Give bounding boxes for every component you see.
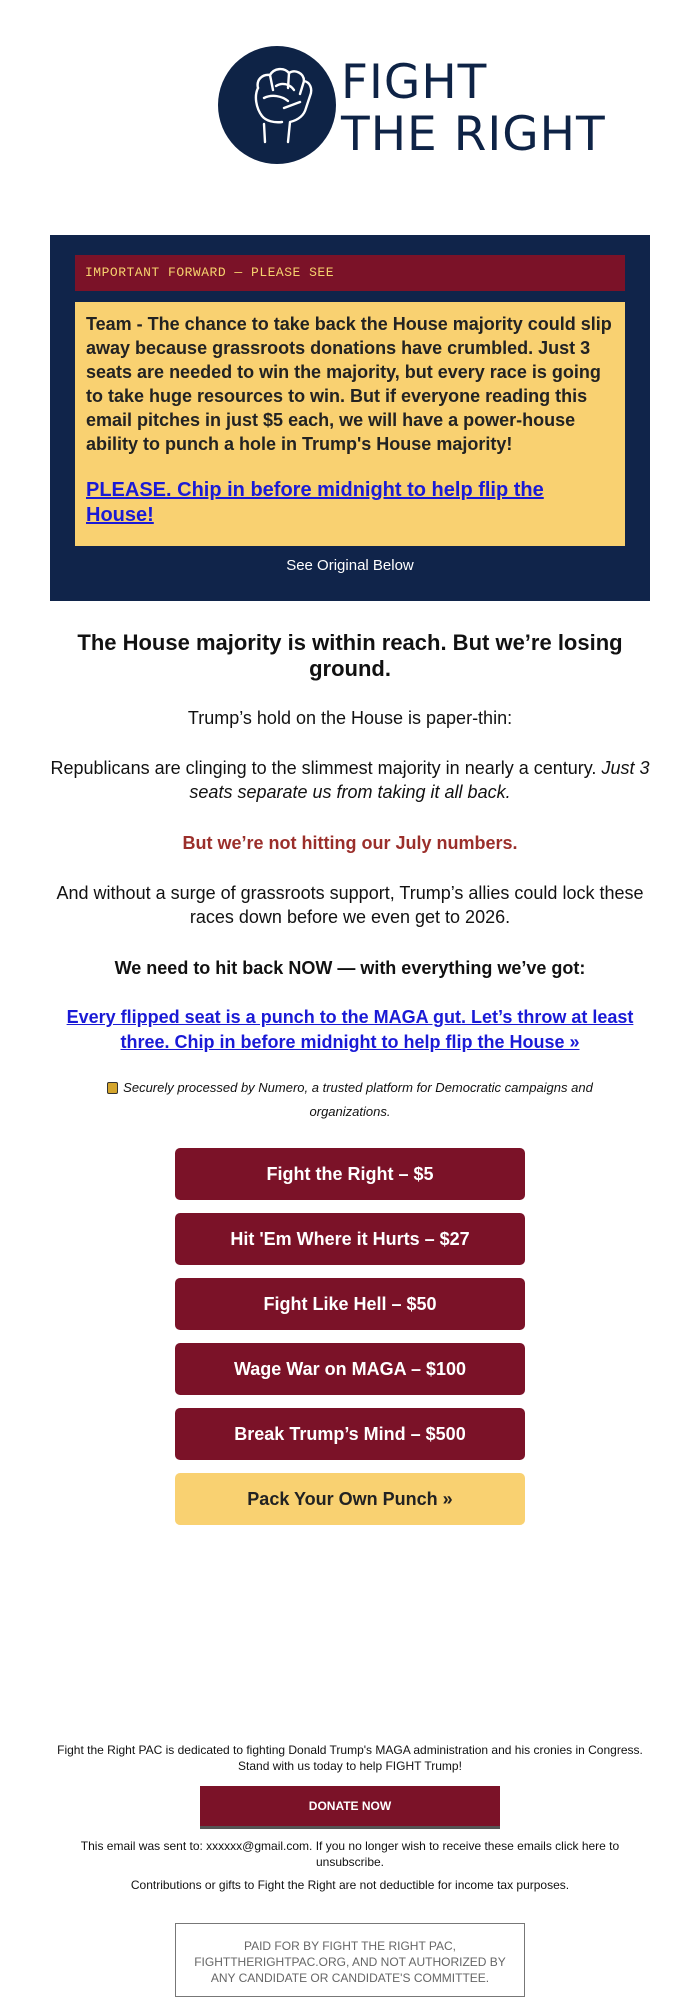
footer-unsubscribe-notice[interactable]: This email was sent to: xxxxxx@gmail.com. If you no longer wish to receive these emails click here to unsubscribe. (80, 1839, 620, 1869)
secure-note (80, 1076, 620, 1124)
paragraph-5: We need to hit back NOW — with everything we’ve got: (114, 958, 586, 978)
lock-icon (107, 1082, 118, 1094)
cta-donate-link[interactable]: Every flipped seat is a punch to the MAGA gut. Let’s throw at least three. Chip in before midnight to help flip the House » (66, 1007, 634, 1052)
see-original-label: See Original Below (286, 557, 414, 574)
forward-message: Team - The chance to take back the House majority could slip away because grassroots donations have crumbled. Just 3 seats are needed to win the majority, but every race is going to take huge resources to win. But if everyone reading this email pitches in just $5 each, we will have a power-house ability to punch a hole in Trump's House majority! (86, 314, 612, 454)
paragraph-3 (40, 831, 660, 855)
footer-donate-button[interactable]: DONATE NOW (200, 1786, 500, 1829)
donate-50-button[interactable]: Fight Like Hell – $50 (175, 1278, 525, 1330)
footer-mission: Fight the Right PAC is dedicated to fighting Donald Trump's MAGA administration and his cronies in Congress. Stand with us today to help FIGHT Trump! (57, 1743, 643, 1773)
logo-text-the-right: THE RIGHT (341, 107, 606, 162)
raised-fist-icon (218, 46, 336, 164)
july-numbers-alert: But we’re not hitting our July numbers. (182, 833, 518, 853)
forward-panel (50, 235, 650, 601)
logo (0, 46, 700, 166)
footer-tax-notice: Contributions or gifts to Fight the Right are not deductible for income tax purposes. (130, 1878, 570, 1892)
logo-text-fight: FIGHT (341, 55, 488, 110)
donate-27-button[interactable]: Hit 'Em Where it Hurts – $27 (175, 1213, 525, 1265)
donate-500-button[interactable]: Break Trump’s Mind – $500 (175, 1408, 525, 1460)
donate-100-button[interactable]: Wage War on MAGA – $100 (175, 1343, 525, 1395)
paid-for-disclaimer: PAID FOR BY FIGHT THE RIGHT PAC, FIGHTTHERIGHTPAC.ORG, AND NOT AUTHORIZED BY ANY CANDIDATE OR CANDIDATE'S COMMITTEE. (175, 1923, 525, 1997)
forward-message-box (75, 302, 625, 546)
paragraph-2-text: Republicans are clinging to the slimmest majority in nearly a century. (50, 758, 597, 778)
paragraph-2-emphasis: Just 3 seats separate us from taking it all back. (189, 758, 650, 802)
secure-note-text: Securely processed by Numero, a trusted platform for Democratic campaigns and organizations. (123, 1080, 593, 1119)
donate-custom-button[interactable]: Pack Your Own Punch » (175, 1473, 525, 1525)
page-title: The House majority is within reach. But we’re losing ground. (77, 630, 623, 681)
forward-header: IMPORTANT FORWARD — PLEASE SEE (75, 255, 625, 291)
paragraph-1: Trump’s hold on the House is paper-thin: (187, 708, 513, 728)
donate-5-button[interactable]: Fight the Right – $5 (175, 1148, 525, 1200)
paragraph-4: And without a surge of grassroots support, Trump’s allies could lock these races down before we even get to 2026. (56, 883, 644, 927)
cta-paragraph (55, 1005, 645, 1055)
paragraph-2 (40, 756, 660, 804)
forward-donate-link[interactable]: PLEASE. Chip in before midnight to help flip the House! (86, 479, 544, 526)
